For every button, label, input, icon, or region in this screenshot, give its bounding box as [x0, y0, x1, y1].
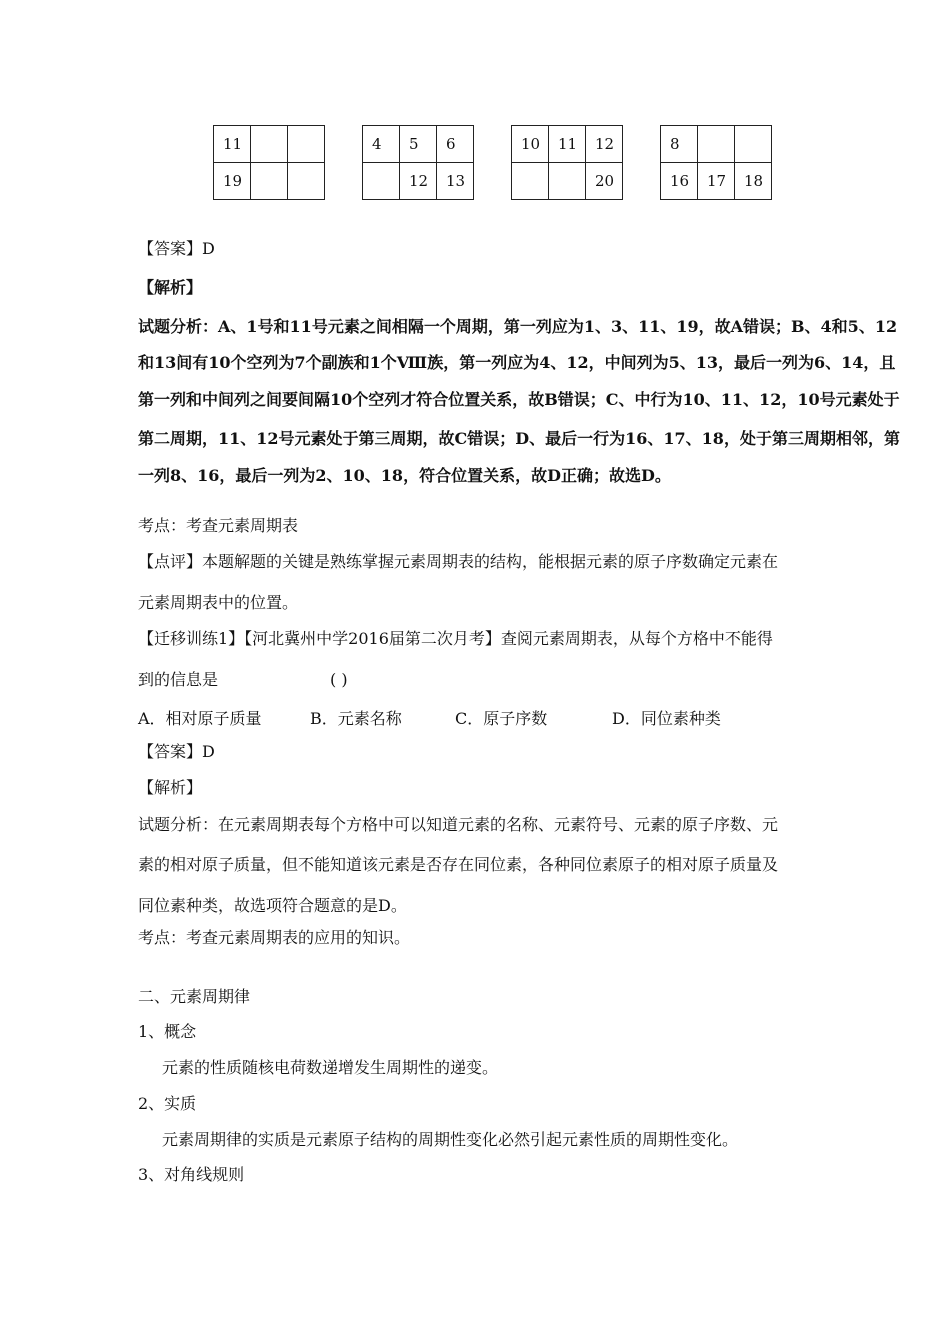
answer-parenthesis: ( )	[330, 670, 348, 689]
cell: 13	[437, 163, 474, 200]
cell: 5	[400, 126, 437, 163]
kaodian: 考点：考查元素周期表	[138, 516, 299, 535]
cell	[698, 126, 735, 163]
grid-b	[362, 125, 474, 200]
analysis-line: 试题分析：A、1号和11号元素之间相隔一个周期，第一列应为1、3、11、19，故A错误；B、4和5、12	[138, 317, 898, 336]
question-stem: 【迁移训练1】【河北冀州中学2016届第二次月考】查阅元素周期表，从每个方格中不能得	[138, 629, 773, 648]
subsection-heading: 1、概念	[138, 1022, 197, 1041]
analysis-line: 一列8、16，最后一列为2、10、18，符合位置关系，故D正确；故选D。	[138, 466, 671, 485]
cell	[512, 163, 549, 200]
cell: 11	[549, 126, 586, 163]
cell	[735, 126, 772, 163]
kaodian: 考点：考查元素周期表的应用的知识。	[138, 928, 411, 947]
cell: 6	[437, 126, 474, 163]
cell: 11	[214, 126, 251, 163]
cell	[251, 163, 288, 200]
answer-label: 【答案】D	[138, 239, 215, 258]
cell: 12	[400, 163, 437, 200]
grid-a	[213, 125, 325, 200]
cell: 8	[661, 126, 698, 163]
cell: 12	[586, 126, 623, 163]
subsection-heading: 2、实质	[138, 1094, 197, 1113]
analysis-line: 同位素种类，故选项符合题意的是D。	[138, 896, 407, 915]
analysis-line: 素的相对原子质量，但不能知道该元素是否存在同位素，各种同位素原子的相对原子质量及	[138, 855, 779, 874]
cell: 10	[512, 126, 549, 163]
cell: 20	[586, 163, 623, 200]
cell: 4	[363, 126, 400, 163]
option-a: A．相对原子质量	[138, 709, 262, 728]
comment-line: 【点评】本题解题的关键是熟练掌握元素周期表的结构，能根据元素的原子序数确定元素在	[138, 552, 779, 571]
cell	[288, 163, 325, 200]
grid-d	[660, 125, 772, 200]
section-title: 二、元素周期律	[138, 987, 251, 1006]
analysis-heading: 【解析】	[138, 778, 203, 797]
option-c: C．原子序数	[455, 709, 548, 728]
analysis-line: 第二周期，11、12号元素处于第三周期，故C错误；D、最后一行为16、17、18，处于第三周期相邻，第	[138, 429, 900, 448]
grid-c	[511, 125, 623, 200]
analysis-heading: 【解析】	[138, 278, 203, 297]
analysis-line: 第一列和中间列之间要间隔10个空列才符合位置关系，故B错误；C、中行为10、11、12，10号元素处于	[138, 390, 900, 409]
analysis-line: 试题分析：在元素周期表每个方格中可以知道元素的名称、元素符号、元素的原子序数、元	[138, 815, 779, 834]
cell	[363, 163, 400, 200]
subsection-heading: 3、对角线规则	[138, 1165, 245, 1184]
cell	[549, 163, 586, 200]
cell: 18	[735, 163, 772, 200]
option-b: B．元素名称	[310, 709, 402, 728]
analysis-line: 和13间有10个空列为7个副族和1个Ⅷ族，第一列应为4、12，中间列为5、13，最后一列为6、14，且	[138, 353, 896, 372]
cell: 17	[698, 163, 735, 200]
cell	[251, 126, 288, 163]
cell: 16	[661, 163, 698, 200]
question-stem: 到的信息是	[138, 670, 219, 689]
answer-label: 【答案】D	[138, 742, 215, 761]
paragraph: 元素的性质随核电荷数递增发生周期性的递变。	[162, 1058, 499, 1077]
comment-line: 元素周期表中的位置。	[138, 593, 299, 612]
paragraph: 元素周期律的实质是元素原子结构的周期性变化必然引起元素性质的周期性变化。	[162, 1130, 739, 1149]
option-d: D．同位素种类	[612, 709, 721, 728]
cell: 19	[214, 163, 251, 200]
cell	[288, 126, 325, 163]
